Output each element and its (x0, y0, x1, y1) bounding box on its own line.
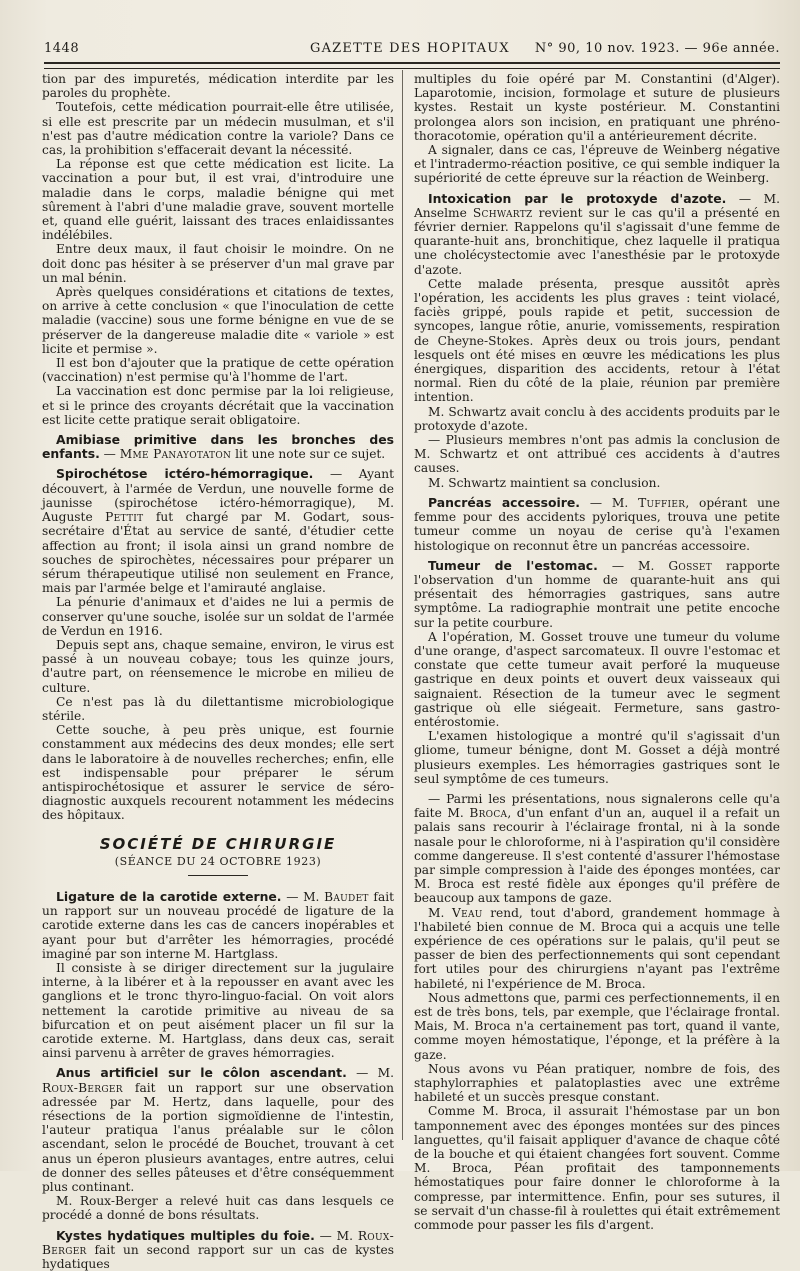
article-amibiase (42, 433, 394, 461)
article-text: — M. (281, 889, 325, 904)
dash: — (99, 447, 120, 462)
paragraph: Ce n'est pas là du dilettantisme microbiologique stérile. (42, 694, 394, 723)
article-text: — M. (314, 1228, 358, 1243)
issue-info: N° 90, 10 nov. 1923. — 96e année. (534, 41, 780, 56)
paragraph: A l'opération, M. Gosset trouve une tumeur du volume d'une orange, d'aspect sarcomateux. Il ouvre l'estomac et constate que cette tumeur avait perforé la muqueuse gastrique en deux points et ouvert deux vaisseaux qui saignaient. Résection de la tumeur avec le segment gastrique où elle siégeait. Fermeture, sans gastro-entérostomie. (414, 629, 780, 729)
paragraph: Nous avons vu Péan pratiquer, nombre de fois, des staphylorraphies et palatoplasties avec une extrême habileté et un succès presque constant. (414, 1061, 780, 1105)
author-name: Schwartz (472, 205, 533, 220)
session-date: (SÉANCE DU 24 OCTOBRE 1923) (114, 854, 322, 868)
paragraph: Après quelques considérations et citations de textes, on arrive à cette conclusion « que l'inoculation de cette maladie (vaccine) sous une forme bénigne en vue de se préserver de la dangereuse maladie dite « variole » est licite et permise ». (42, 285, 394, 356)
paragraph: tion par des impuretés, médication interdite par les paroles du prophète. (42, 72, 394, 101)
paragraph: — Plusieurs membres n'ont pas admis la conclusion de M. Schwartz et ont attribué ces accidents à d'autres causes. (414, 433, 780, 476)
article-text: fait un rapport sur une observation adressée par M. Hertz, dans laquelle, pour des résections de la portion sigmoïdienne de l'intestin, l'auteur pratiqua l'anus préalable sur le côlon ascendant, selon le procédé de Bouchet, trouvant à cet anus un éperon plusieurs avantages, entre autres, celui de donner des selles pâteuses et d'être conséquemment plus continant. (42, 1080, 394, 1195)
paragraph: Il consiste à se diriger directement sur la jugulaire interne, à la libérer et à la repousser en avant avec les ganglions et le tronc thyro-linguo-facial. On voit alors nettement la carotide primitive au niveau de sa bifurcation et on peut aisément placer un fil sur la carotide externe. M. Hartglass, dans deux cas, serait ainsi parvenu à arrêter de graves hémorragies. (42, 960, 394, 1061)
paragraph: Il est bon d'ajouter que la pratique de cette opération (vaccination) n'est permise qu'à l'homme de l'art. (42, 356, 394, 385)
article-title: Spirochétose ictéro-hémorragique. (56, 466, 314, 482)
paragraph (414, 792, 780, 906)
paragraph: La vaccination est donc permise par la loi religieuse, et si le prince des croyants décrétait que la vaccination est licite cette pratique serait obligatoire. (42, 384, 394, 427)
paragraph: M. Schwartz avait conclu à des accidents produits par le protoxyde d'azote. (414, 404, 780, 433)
article-title: Ligature de la carotide externe. (56, 888, 282, 904)
article-spirochetose (42, 467, 394, 595)
paragraph: Nous admettons que, parmi ces perfectionnements, il en est de très bons, tels, par exemple, que l'éclairage frontal. Mais, M. Broca n'a certainement pas tort, quand il vante, comme moyen hémostatique, l'éponge, et la préfère à la gaze. (414, 990, 780, 1062)
article-text: — Ayant découvert, à l'armée de Verdun, une nouvelle forme de jaunisse (spirochétose ictéro-hémorragique), M. Auguste (42, 467, 394, 525)
author-name: Broca (469, 806, 508, 821)
article-title: Anus artificiel sur le côlon ascendant. (56, 1065, 347, 1081)
paragraph: L'examen histologique a montré qu'il s'agissait d'un gliome, tumeur bénigne, dont M. Gosset a déjà montré plusieurs exemples. Les hémorragies gastriques sont le seul symptôme de ces tumeurs. (414, 729, 780, 786)
article-title: Pancréas accessoire. (428, 494, 580, 510)
article-text: — M. (580, 495, 639, 510)
article-title: Amibiase primitive dans les bronches des enfants. (42, 432, 394, 462)
author-name: Roux-Berger (42, 1228, 394, 1257)
author-name: Mme Panayotaton (119, 447, 232, 462)
article-title: Tumeur de l'estomac. (428, 557, 598, 573)
paragraph: Comme M. Broca, il assurait l'hémostase par un bon tamponnement avec des éponges montées sur des pinces languettes, qu'il faisait appliquer d'avance de chaque côté de la bouche et qui étaient changées fort souvent. Comme M. Broca, Péan profitait des tamponnements hémostatiques pour faire donner le chloroforme à la compresse, par intermittence. Enfin, pour ses sutures, il se servait d'un chasse-fil à roulettes qui était extrêmement commode pour passer les fils d'argent. (414, 1104, 780, 1233)
article-tumeur (414, 559, 780, 630)
text: M. (428, 905, 452, 920)
paragraph: Entre deux maux, il faut choisir le moindre. On ne doit donc pas hésiter à se préserver d'un mal grave par un mal bénin. (42, 242, 394, 285)
column-divider (402, 70, 403, 1140)
paragraph: Cette malade présenta, presque aussitôt après l'opération, les accidents les plus graves : teint violacé, faciès grippé, pouls rapide et petit, succession de syncopes, langue rôtie, anurie, vomissements, respiration de Cheyne-Stokes. Après deux ou trois jours, pendant lesquels ont été mises en œuvre les médications les plus énergiques, disparition des accidents, retour à l'état normal. Rien du côté de la plaie, réunion par première intention. (414, 276, 780, 405)
author-name: Gosset (668, 558, 713, 573)
article-text: fait un rapport sur un nouveau procédé de ligature de la carotide externe dans les cas de cancers inopérables et ayant pour but d'arrêter les hémorragies, procédé imaginé par son interne M. Hartglass. (42, 889, 394, 961)
section-title: SOCIÉTÉ DE CHIRURGIE (99, 834, 337, 853)
left-column (42, 72, 394, 1271)
article-text: — M. (346, 1066, 394, 1081)
text: rend, tout d'abord, grandement hommage à l'habileté bien connue de M. Broca qui a acquis une telle expérience de ces opérations sur le palais, qu'il peut se passer de bien des perfectionnements qui sont cependant fort utiles pour des chirurgiens n'ayant pas l'extrême habileté, ni l'expérience de M. Broca. (414, 905, 780, 991)
article-text: — M. Anselme (414, 191, 780, 220)
article-protoxyde (414, 192, 780, 277)
paragraph: M. Schwartz maintient sa conclusion. (428, 475, 661, 490)
article-text: fut chargé par M. Godart, sous-secrétaire d'État au service de santé, d'étudier cette affection au front; il isola ainsi un grand nombre de souches de spirochètes, nécessaires pour préparer un sérum thérapeutique utilisé non seulement en France, mais par l'armée belge et l'amirauté anglaise. (42, 510, 394, 596)
author-name: Baudet (324, 889, 369, 904)
paragraph: M. Roux-Berger a relevé huit cas dans lesquels ce procédé a donné de bons résultats. (42, 1194, 394, 1223)
article-title: Intoxication par le protoxyde d'azote. (428, 190, 727, 206)
author-name: Tuffier (638, 495, 686, 510)
article-anus (42, 1066, 394, 1194)
author-name: Roux-Berger (42, 1080, 123, 1095)
page-header (44, 37, 780, 59)
article-text: — M. (597, 558, 669, 573)
text: — Parmi les présentations, nous signalerons celle qu'a faite M. (414, 791, 780, 821)
paragraph: Depuis sept ans, chaque semaine, environ, le virus est passé à un nouveau cobaye; tous les quinze jours, d'autre part, on réensemence le microbe en milieu de culture. (42, 637, 394, 695)
right-column (414, 72, 780, 1232)
article-text: fait un second rapport sur un cas de kystes hydatiques (42, 1242, 394, 1271)
page-number: 1448 (44, 41, 80, 56)
article-text: lit une note sur ce sujet. (231, 447, 386, 462)
text: , d'un enfant d'un an, auquel il a refait un palais sans recourir à l'éclairage frontal, ni à la sonde nasale pour le chloroforme, ni à l'aspiration qu'il considère comme dangereuse. Il s'est contenté d'assurer l'hémostase par simple compression à l'aide des éponges montées, car M. Broca est resté fidèle aux éponges qu'il préfère de beaucoup aux tampons de gaze. (414, 806, 780, 906)
article-title: Kystes hydatiques multiples du foie. (56, 1227, 315, 1243)
paragraph (414, 906, 780, 991)
journal-title: GAZETTE DES HOPITAUX (310, 41, 510, 56)
paragraph: La pénurie d'animaux et d'aides ne lui a permis de conserver qu'une souche, isolée sur un soldat de l'armée de Verdun en 1916. (42, 595, 394, 638)
article-kystes (42, 1229, 394, 1271)
article-text: revient sur le cas qu'il a présenté en février dernier. Rappelons qu'il s'agissait d'une femme de quarante-huit ans, bronchitique, chez laquelle il pratiqua une cholécystectomie avec l'anesthésie par le protoxyde d'azote. (414, 205, 780, 277)
article-text: , opérant une femme pour des accidents pyloriques, trouva une petite tumeur comme un noyau de cerise qu'à l'examen histologique on reconnut être un pancréas accessoire. (414, 495, 780, 553)
paragraph: multiples du foie opéré par M. Constantini (d'Alger). Laparotomie, incision, formolage et suture de plusieurs kystes. Restait un kyste postérieur. M. Constantini prolongea alors son incision, en pratiquant une phréno-thoracotomie, opération qu'il a antérieurement décrite. (414, 72, 780, 143)
article-pancreas (414, 496, 780, 553)
article-text: rapporte l'observation d'un homme de quarante-huit ans qui présentait des hémorragies gastriques, sans autre symptôme. La radiographie montrait une petite encoche sur la petite courbure. (414, 558, 781, 630)
author-name: Veau (451, 905, 483, 920)
article-carotide (42, 890, 394, 961)
section-rule (188, 875, 248, 876)
paragraph: A signaler, dans ce cas, l'épreuve de Weinberg négative et l'intradermo-réaction positive, ce qui semble indiquer la supériorité de cette épreuve sur la réaction de Weinberg. (414, 143, 780, 186)
author-name: Pettit (105, 510, 144, 525)
paragraph: La réponse est que cette médication est licite. La vaccination a pour but, il est vrai, d'introduire une maladie dans le corps, maladie bénigne qui met sûrement à l'abri d'une maladie grave, souvent mortelle et, quand elle guérit, laissant des traces enlaidissantes indélébiles. (42, 157, 394, 243)
paragraph: Toutefois, cette médication pourrait-elle être utilisée, si elle est prescrite par un médecin musulman, et s'il n'est pas d'autre médication contre la variole? Dans ce cas, la prohibition s'effacerait devant la nécessité. (42, 100, 394, 158)
paragraph: Cette souche, à peu près unique, est fournie constamment aux médecins des deux mondes; elle sert dans le laboratoire à de nouvelles recherches; enfin, elle est indispensable pour préparer le sérum antispirochétosique et assurer le service de séro-diagnostic auxquels recourent notamment les médecins des hôpitaux. (42, 723, 394, 823)
header-rule (44, 62, 780, 69)
